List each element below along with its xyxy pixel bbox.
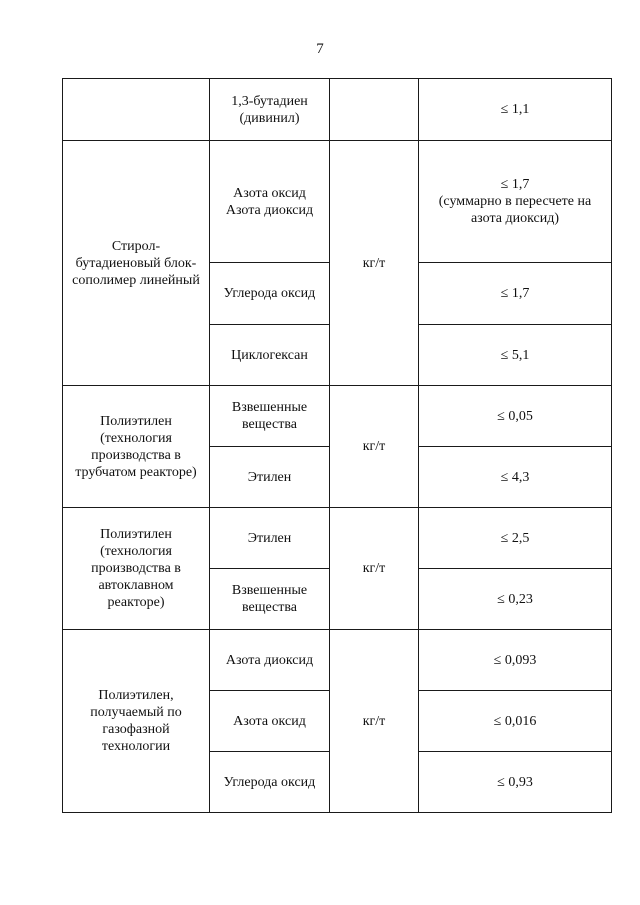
text-line: (дивинил) xyxy=(239,110,300,126)
text-line: Углерода оксид xyxy=(223,774,316,790)
text-line: ≤ 0,93 xyxy=(497,774,533,790)
product-cell xyxy=(63,386,210,508)
emission-limits-table xyxy=(62,78,612,813)
table-row xyxy=(63,386,612,447)
substance-cell xyxy=(210,508,330,569)
unit-cell xyxy=(330,630,419,813)
text-line: Полиэтилен xyxy=(100,413,172,429)
limit-value-cell xyxy=(419,79,612,141)
text-line: получаемый по xyxy=(90,705,182,720)
text-line: производства в xyxy=(91,561,181,576)
text-line: Азота оксид xyxy=(233,713,306,729)
text-line: (суммарно в пересчете на xyxy=(438,194,592,209)
text-line: (технология xyxy=(100,544,172,559)
substance-cell xyxy=(210,752,330,813)
text-line: производства в xyxy=(91,447,181,463)
table-row xyxy=(63,630,612,691)
unit-cell xyxy=(330,79,419,141)
table-row xyxy=(63,508,612,569)
limit-value-cell xyxy=(419,691,612,752)
text-line: реакторе) xyxy=(107,595,165,610)
unit-label: кг/т xyxy=(362,439,386,454)
text-line: Взвешенные xyxy=(231,583,308,598)
table-row xyxy=(63,79,612,141)
text-line: вещества xyxy=(241,600,298,615)
page-number: 7 xyxy=(316,41,324,57)
limit-value-cell xyxy=(419,263,612,325)
substance-cell xyxy=(210,691,330,752)
substance-cell xyxy=(210,325,330,386)
text-line: Этилен xyxy=(247,530,292,546)
substance-cell xyxy=(210,79,330,141)
text-line: ≤ 0,05 xyxy=(497,408,533,424)
text-line: ≤ 4,3 xyxy=(500,469,530,485)
unit-label: кг/т xyxy=(362,713,386,729)
unit-cell xyxy=(330,386,419,508)
product-cell xyxy=(63,141,210,386)
text-line: сополимер линейный xyxy=(72,272,200,288)
limit-value-cell xyxy=(419,325,612,386)
text-line: Азота диоксид xyxy=(225,202,314,218)
text-line: трубчатом реакторе) xyxy=(75,464,197,480)
text-line: Циклогексан xyxy=(231,347,308,363)
text-line: Азота диоксид xyxy=(225,652,314,668)
text-line: ≤ 1,7 xyxy=(500,177,530,192)
limit-value-cell xyxy=(419,569,612,630)
text-line: Полиэтилен xyxy=(100,527,172,542)
product-cell xyxy=(63,79,210,141)
limit-value-cell xyxy=(419,752,612,813)
text-line: Углерода оксид xyxy=(223,286,316,301)
text-line: автоклавном xyxy=(98,578,174,593)
substance-cell xyxy=(210,569,330,630)
substance-cell xyxy=(210,263,330,325)
limit-value-cell xyxy=(419,447,612,508)
text-line: ≤ 0,23 xyxy=(497,591,533,607)
limit-value-cell xyxy=(419,508,612,569)
unit-cell xyxy=(330,141,419,386)
unit-cell xyxy=(330,508,419,630)
text-line: ≤ 0,016 xyxy=(493,713,537,729)
text-line: технологии xyxy=(101,739,171,754)
text-line: Азота оксид xyxy=(233,185,306,201)
text-line: Полиэтилен, xyxy=(98,688,174,703)
text-line: 1,3-бутадиен xyxy=(231,93,308,109)
text-line: ≤ 0,093 xyxy=(493,652,537,668)
text-line: бутадиеновый блок- xyxy=(75,255,197,271)
substance-cell xyxy=(210,630,330,691)
text-line: (технология xyxy=(100,430,172,446)
unit-label: кг/т xyxy=(362,561,386,576)
table-row xyxy=(63,141,612,263)
limit-value-cell xyxy=(419,141,612,263)
substance-cell xyxy=(210,447,330,508)
text-line: Этилен xyxy=(247,469,292,485)
text-line: Взвешенные xyxy=(231,400,308,415)
text-line: азота диоксид) xyxy=(470,211,560,226)
unit-label: кг/т xyxy=(362,255,386,271)
substance-cell xyxy=(210,386,330,447)
product-cell xyxy=(63,508,210,630)
substance-cell xyxy=(210,141,330,263)
text-line: ≤ 1,1 xyxy=(500,102,530,117)
product-cell xyxy=(63,630,210,813)
text-line: газофазной xyxy=(102,722,170,737)
text-line: ≤ 5,1 xyxy=(500,347,530,363)
text-line: ≤ 2,5 xyxy=(500,530,530,546)
text-line: Стирол- xyxy=(111,238,161,254)
text-line: ≤ 1,7 xyxy=(500,286,530,301)
text-line: вещества xyxy=(241,417,298,432)
limit-value-cell xyxy=(419,630,612,691)
limit-value-cell xyxy=(419,386,612,447)
